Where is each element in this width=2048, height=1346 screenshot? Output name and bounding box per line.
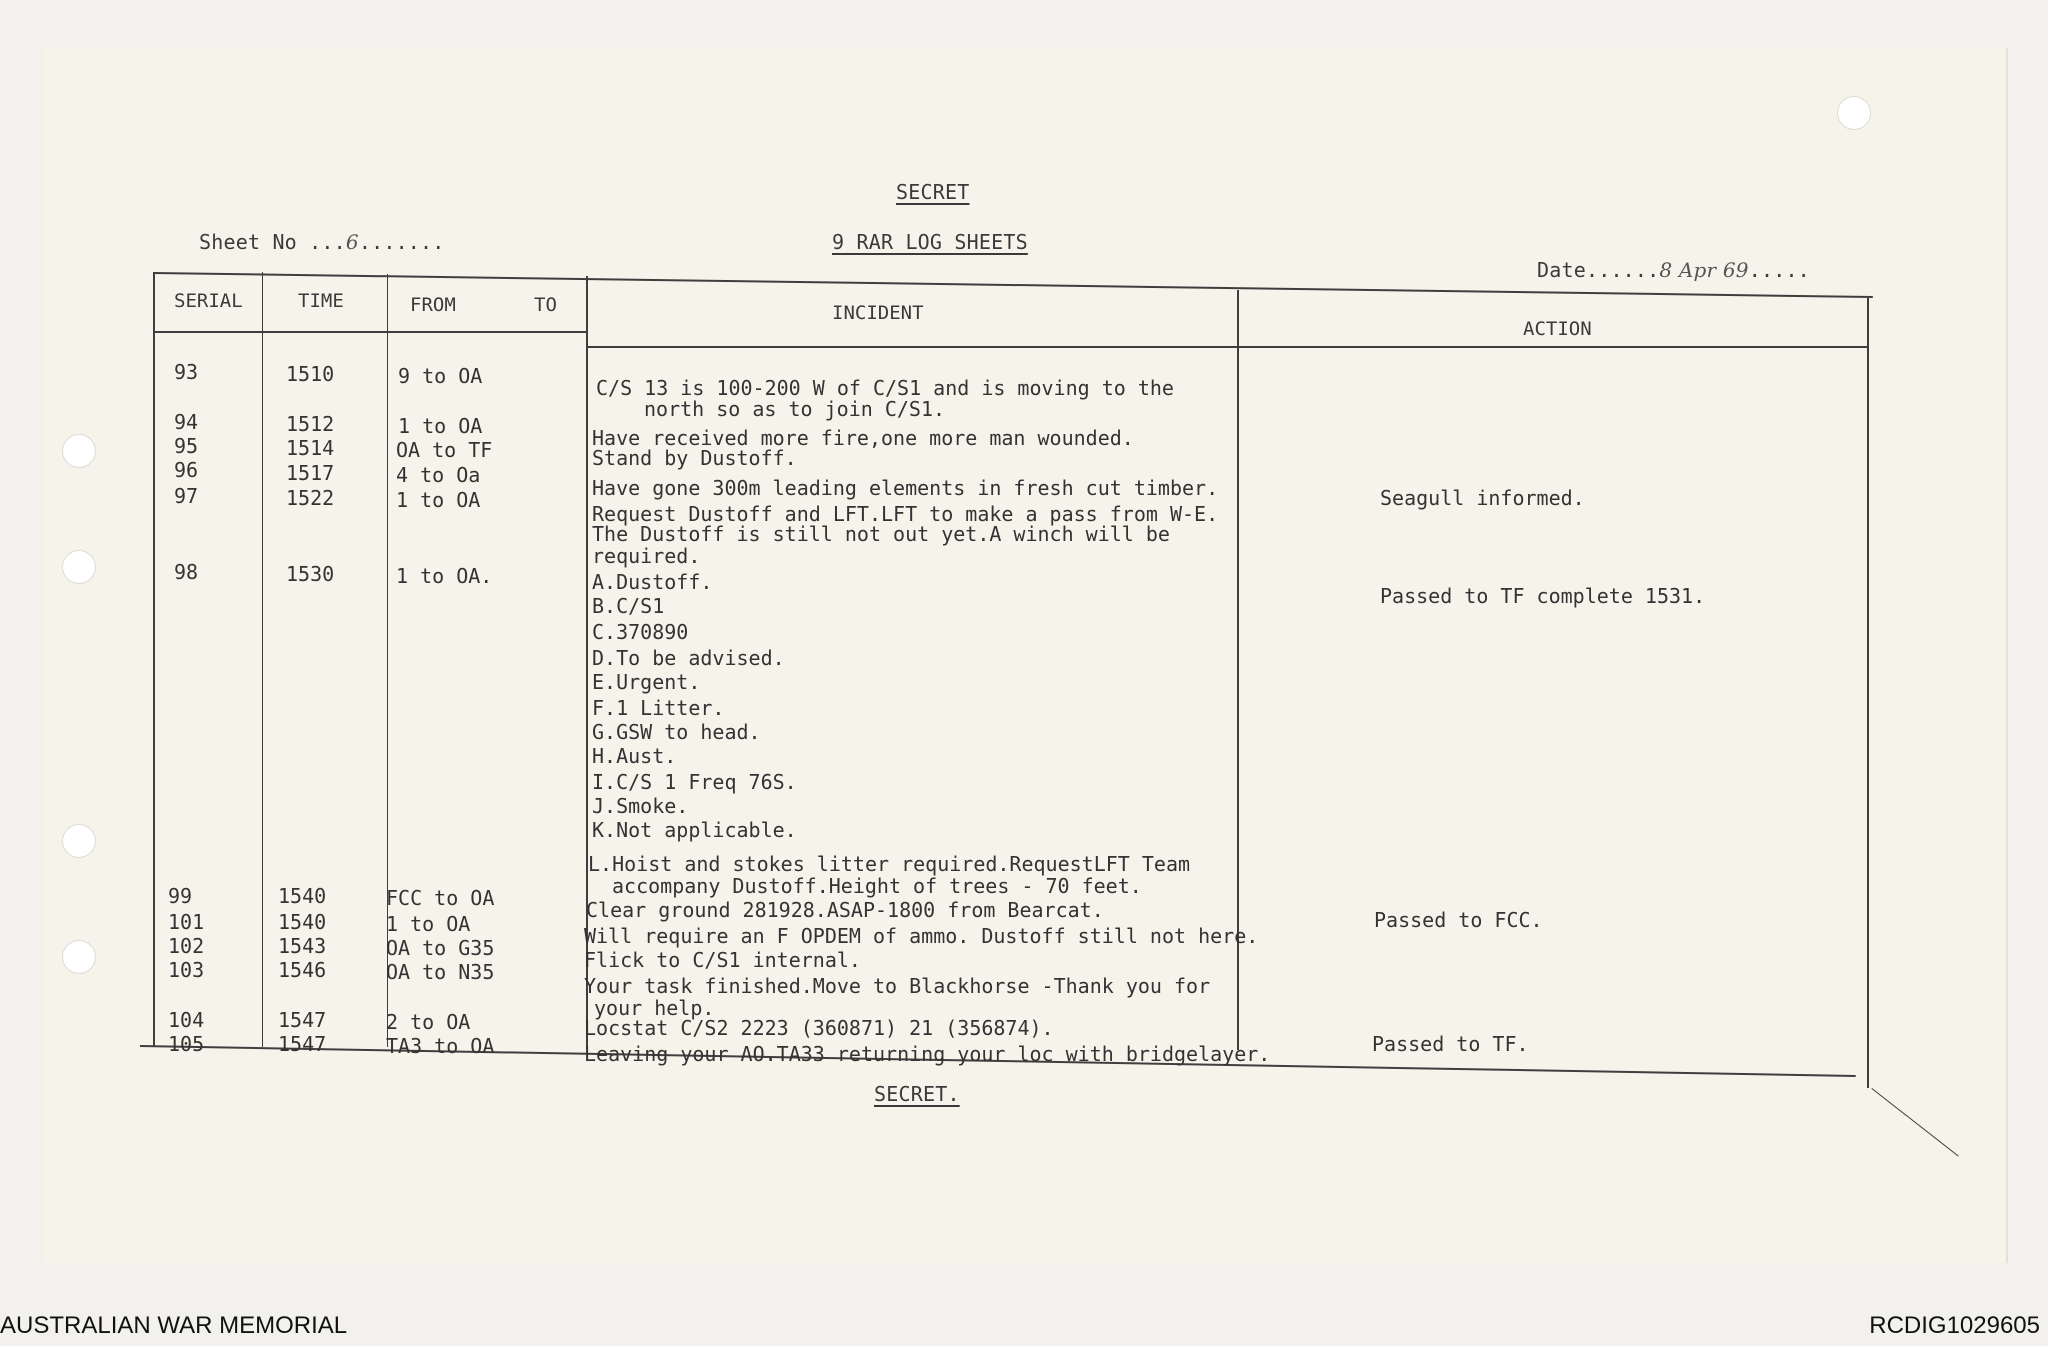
incident-line: L.Hoist and stokes litter required.RequestLFT Team xyxy=(588,852,1191,876)
column-divider xyxy=(153,272,155,1047)
incident-line: Request Dustoff and LFT.LFT to make a pass from W-E. xyxy=(592,502,1219,526)
incident-line: I.C/S 1 Freq 76S. xyxy=(592,770,797,794)
column-header-serial: SERIAL xyxy=(174,290,243,312)
incident-line: K.Not applicable. xyxy=(592,818,797,842)
from-94: 1 to OA xyxy=(398,414,483,438)
time-95: 1514 xyxy=(286,436,335,460)
incident-line: Your task finished.Move to Blackhorse -Thank you for xyxy=(584,974,1211,998)
punch-hole xyxy=(62,824,96,858)
incident-line: H.Aust. xyxy=(592,744,677,768)
incident-line: C.370890 xyxy=(592,620,689,644)
date-dots: ..... xyxy=(1748,258,1810,282)
serial-103: 103 xyxy=(168,958,205,982)
column-header-to: TO xyxy=(534,294,557,316)
action-note: Passed to TF. xyxy=(1372,1032,1529,1056)
incident-line: J.Smoke. xyxy=(592,794,689,818)
column-header-from: FROM xyxy=(410,294,456,316)
column-divider xyxy=(1867,298,1869,1088)
serial-102: 102 xyxy=(168,934,205,958)
incident-line: G.GSW to head. xyxy=(592,720,761,744)
from-97: 1 to OA xyxy=(396,488,481,512)
from-93: 9 to OA xyxy=(398,364,483,388)
date-value: 8 Apr 69 xyxy=(1659,258,1749,282)
footer-identifier: RCDIG1029605 xyxy=(1869,1312,2040,1339)
incident-line: Locstat C/S2 2223 (360871) 21 (356874). xyxy=(584,1016,1054,1040)
time-104: 1547 xyxy=(278,1008,327,1032)
footer-institution: AUSTRALIAN WAR MEMORIAL xyxy=(0,1312,348,1339)
incident-line: Have received more fire,one more man wounded. xyxy=(592,426,1134,450)
sheet-number-field xyxy=(199,230,445,254)
incident-line: B.C/S1 xyxy=(592,594,665,618)
time-102: 1543 xyxy=(278,934,327,958)
punch-hole xyxy=(62,434,96,468)
incident-line: north so as to join C/S1. xyxy=(644,397,946,421)
incident-line: E.Urgent. xyxy=(592,670,701,694)
incident-line: A.Dustoff. xyxy=(592,570,713,594)
time-99: 1540 xyxy=(278,884,327,908)
column-header-action: ACTION xyxy=(1523,318,1592,340)
serial-95: 95 xyxy=(174,434,199,458)
action-note: Seagull informed. xyxy=(1380,486,1585,510)
serial-93: 93 xyxy=(174,360,199,384)
incident-line: accompany Dustoff.Height of trees - 70 feet. xyxy=(612,874,1142,898)
from-99: FCC to OA xyxy=(386,886,495,910)
header-bottom-border xyxy=(153,331,586,333)
time-97: 1522 xyxy=(286,486,335,510)
time-93: 1510 xyxy=(286,362,335,386)
incident-line: Will require an F OPDEM of ammo. Dustoff still not here. xyxy=(584,924,1259,948)
sheet-label: Sheet No ... xyxy=(199,230,346,254)
from-96: 4 to Oa xyxy=(396,463,481,487)
punch-hole xyxy=(62,940,96,974)
time-96: 1517 xyxy=(286,461,335,485)
action-note: Passed to FCC. xyxy=(1374,908,1543,932)
incident-line: Flick to C/S1 internal. xyxy=(584,948,861,972)
punch-hole xyxy=(62,550,96,584)
incident-line: Leaving your AO.TA33 returning your loc with bridgelayer. xyxy=(584,1042,1271,1066)
incident-line: F.1 Litter. xyxy=(592,696,725,720)
sheet-dots: ....... xyxy=(358,230,445,254)
time-103: 1546 xyxy=(278,958,327,982)
date-field xyxy=(1537,258,1810,282)
time-101: 1540 xyxy=(278,910,327,934)
serial-94: 94 xyxy=(174,410,199,434)
incident-line: C/S 13 is 100-200 W of C/S1 and is moving to the xyxy=(596,376,1174,400)
sheet-number: 6 xyxy=(345,230,359,254)
from-98: 1 to OA. xyxy=(396,564,493,588)
serial-98: 98 xyxy=(174,560,199,584)
from-95: OA to TF xyxy=(396,438,493,462)
from-101: 1 to OA xyxy=(386,912,471,936)
classification-bottom: SECRET. xyxy=(874,1082,960,1106)
incident-line: The Dustoff is still not out yet.A winch will be xyxy=(592,522,1170,546)
time-105: 1547 xyxy=(278,1032,327,1056)
serial-99: 99 xyxy=(168,884,193,908)
time-98: 1530 xyxy=(286,562,335,586)
from-105: TA3 to OA xyxy=(386,1034,495,1058)
incident-line: required. xyxy=(592,544,701,568)
serial-105: 105 xyxy=(168,1032,205,1056)
serial-104: 104 xyxy=(168,1008,205,1032)
serial-101: 101 xyxy=(168,910,205,934)
action-note: Passed to TF complete 1531. xyxy=(1380,584,1706,608)
time-94: 1512 xyxy=(286,412,335,436)
page-title: 9 RAR LOG SHEETS xyxy=(832,230,1028,254)
column-divider xyxy=(262,272,263,1047)
incident-line: Clear ground 281928.ASAP-1800 from Bearcat. xyxy=(586,898,1104,922)
column-header-incident: INCIDENT xyxy=(832,302,924,324)
classification-top: SECRET xyxy=(896,180,970,204)
incident-line: your help. xyxy=(594,996,715,1020)
date-label: Date...... xyxy=(1537,258,1660,282)
incident-line: Stand by Dustoff. xyxy=(592,446,797,470)
header-bottom-border xyxy=(586,346,1867,348)
from-104: 2 to OA xyxy=(386,1010,471,1034)
serial-96: 96 xyxy=(174,458,199,482)
serial-97: 97 xyxy=(174,484,199,508)
column-header-time: TIME xyxy=(298,290,344,312)
from-103: OA to N35 xyxy=(386,960,495,984)
incident-line: Have gone 300m leading elements in fresh cut timber. xyxy=(592,476,1219,500)
incident-line: D.To be advised. xyxy=(592,646,785,670)
from-102: OA to G35 xyxy=(386,936,495,960)
punch-hole xyxy=(1837,96,1871,130)
